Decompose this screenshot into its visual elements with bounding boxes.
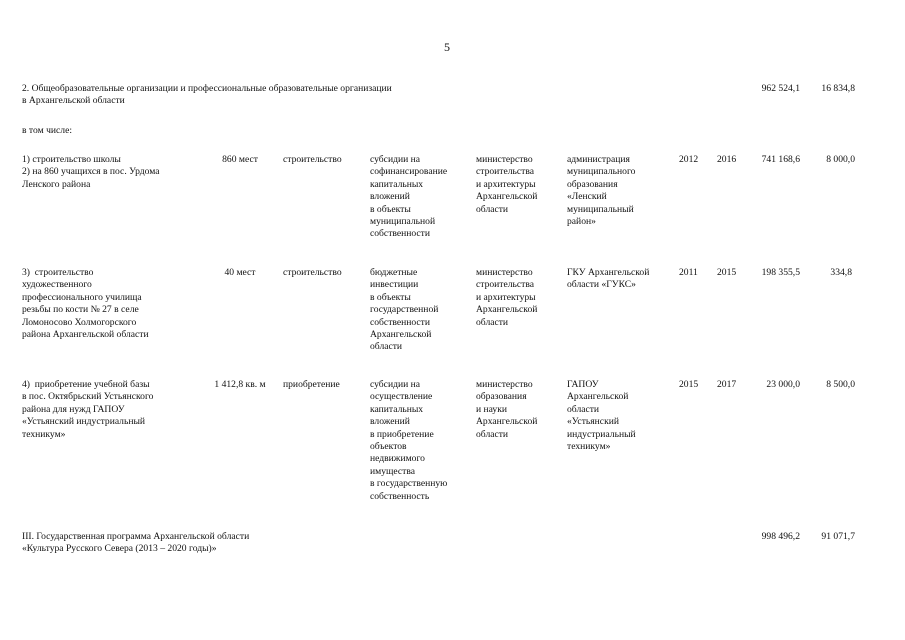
row-amount: 8 500,0 xyxy=(826,379,855,390)
row-total: 23 000,0 xyxy=(766,379,800,390)
row-type: строительство xyxy=(283,154,342,165)
row-start-year: 2015 xyxy=(679,379,699,390)
section-2-total: 962 524,1 xyxy=(761,83,800,94)
section-3-title: III. Государственная программа Архангельской области «Культура Русского Севера (2013 – 2020 годы)» xyxy=(22,531,250,555)
row-start-year: 2011 xyxy=(679,267,698,278)
row-ministry: министерство образования и науки Архангельской области xyxy=(476,379,538,440)
row-start-year: 2012 xyxy=(679,154,699,165)
row-amount: 8 000,0 xyxy=(826,154,855,165)
row-funding: субсидии на софинансирование капитальных вложений в объекты муниципальной собственности xyxy=(370,154,448,240)
row-ministry: министерство строительства и архитектуры Архангельской области xyxy=(476,154,538,215)
row-customer: ГАПОУ Архангельской области «Устьянский индустриальный техникум» xyxy=(567,379,636,453)
row-type: строительство xyxy=(283,267,342,278)
row-customer: администрация муниципального образования «Ленский муниципальный район» xyxy=(567,154,636,228)
row-capacity: 1 412,8 кв. м xyxy=(214,379,266,390)
row-total: 198 355,5 xyxy=(761,267,800,278)
including-label: в том числе: xyxy=(22,125,73,136)
row-capacity: 860 мест xyxy=(222,154,258,165)
section-2-title: 2. Общеобразовательные организации и профессиональные образовательные организации в Архангельской области xyxy=(22,83,392,107)
section-2-amount: 16 834,8 xyxy=(821,83,855,94)
row-type: приобретение xyxy=(283,379,340,390)
row-end-year: 2016 xyxy=(717,154,737,165)
row-name: 4) приобретение учебной базы в пос. Октябрьский Устьянского района для нужд ГАПОУ «Устьянский индустриальный техникум» xyxy=(22,379,154,440)
section-3-total: 998 496,2 xyxy=(761,531,800,542)
row-end-year: 2015 xyxy=(717,267,737,278)
row-capacity: 40 мест xyxy=(224,267,256,278)
row-name: 1) строительство школы 2) на 860 учащихся в пос. Урдома Ленского района xyxy=(22,154,160,190)
row-end-year: 2017 xyxy=(717,379,737,390)
row-total: 741 168,6 xyxy=(761,154,800,165)
page-number: 5 xyxy=(444,40,450,54)
row-funding: бюджетные инвестиции в объекты государственной собственности Архангельской области xyxy=(370,267,439,353)
row-funding: субсидии на осуществление капитальных вложений в приобретение объектов недвижимого имущества в государственную собственность xyxy=(370,379,448,502)
row-name: 3) строительство художественного профессионального училища резьбы по кости № 27 в селе Ломоносово Холмогорского района Архангельской области xyxy=(22,267,149,341)
row-ministry: министерство строительства и архитектуры Архангельской области xyxy=(476,267,538,328)
row-customer: ГКУ Архангельской области «ГУКС» xyxy=(567,267,650,291)
section-3-amount: 91 071,7 xyxy=(821,531,855,542)
row-amount: 334,8 xyxy=(830,267,852,278)
